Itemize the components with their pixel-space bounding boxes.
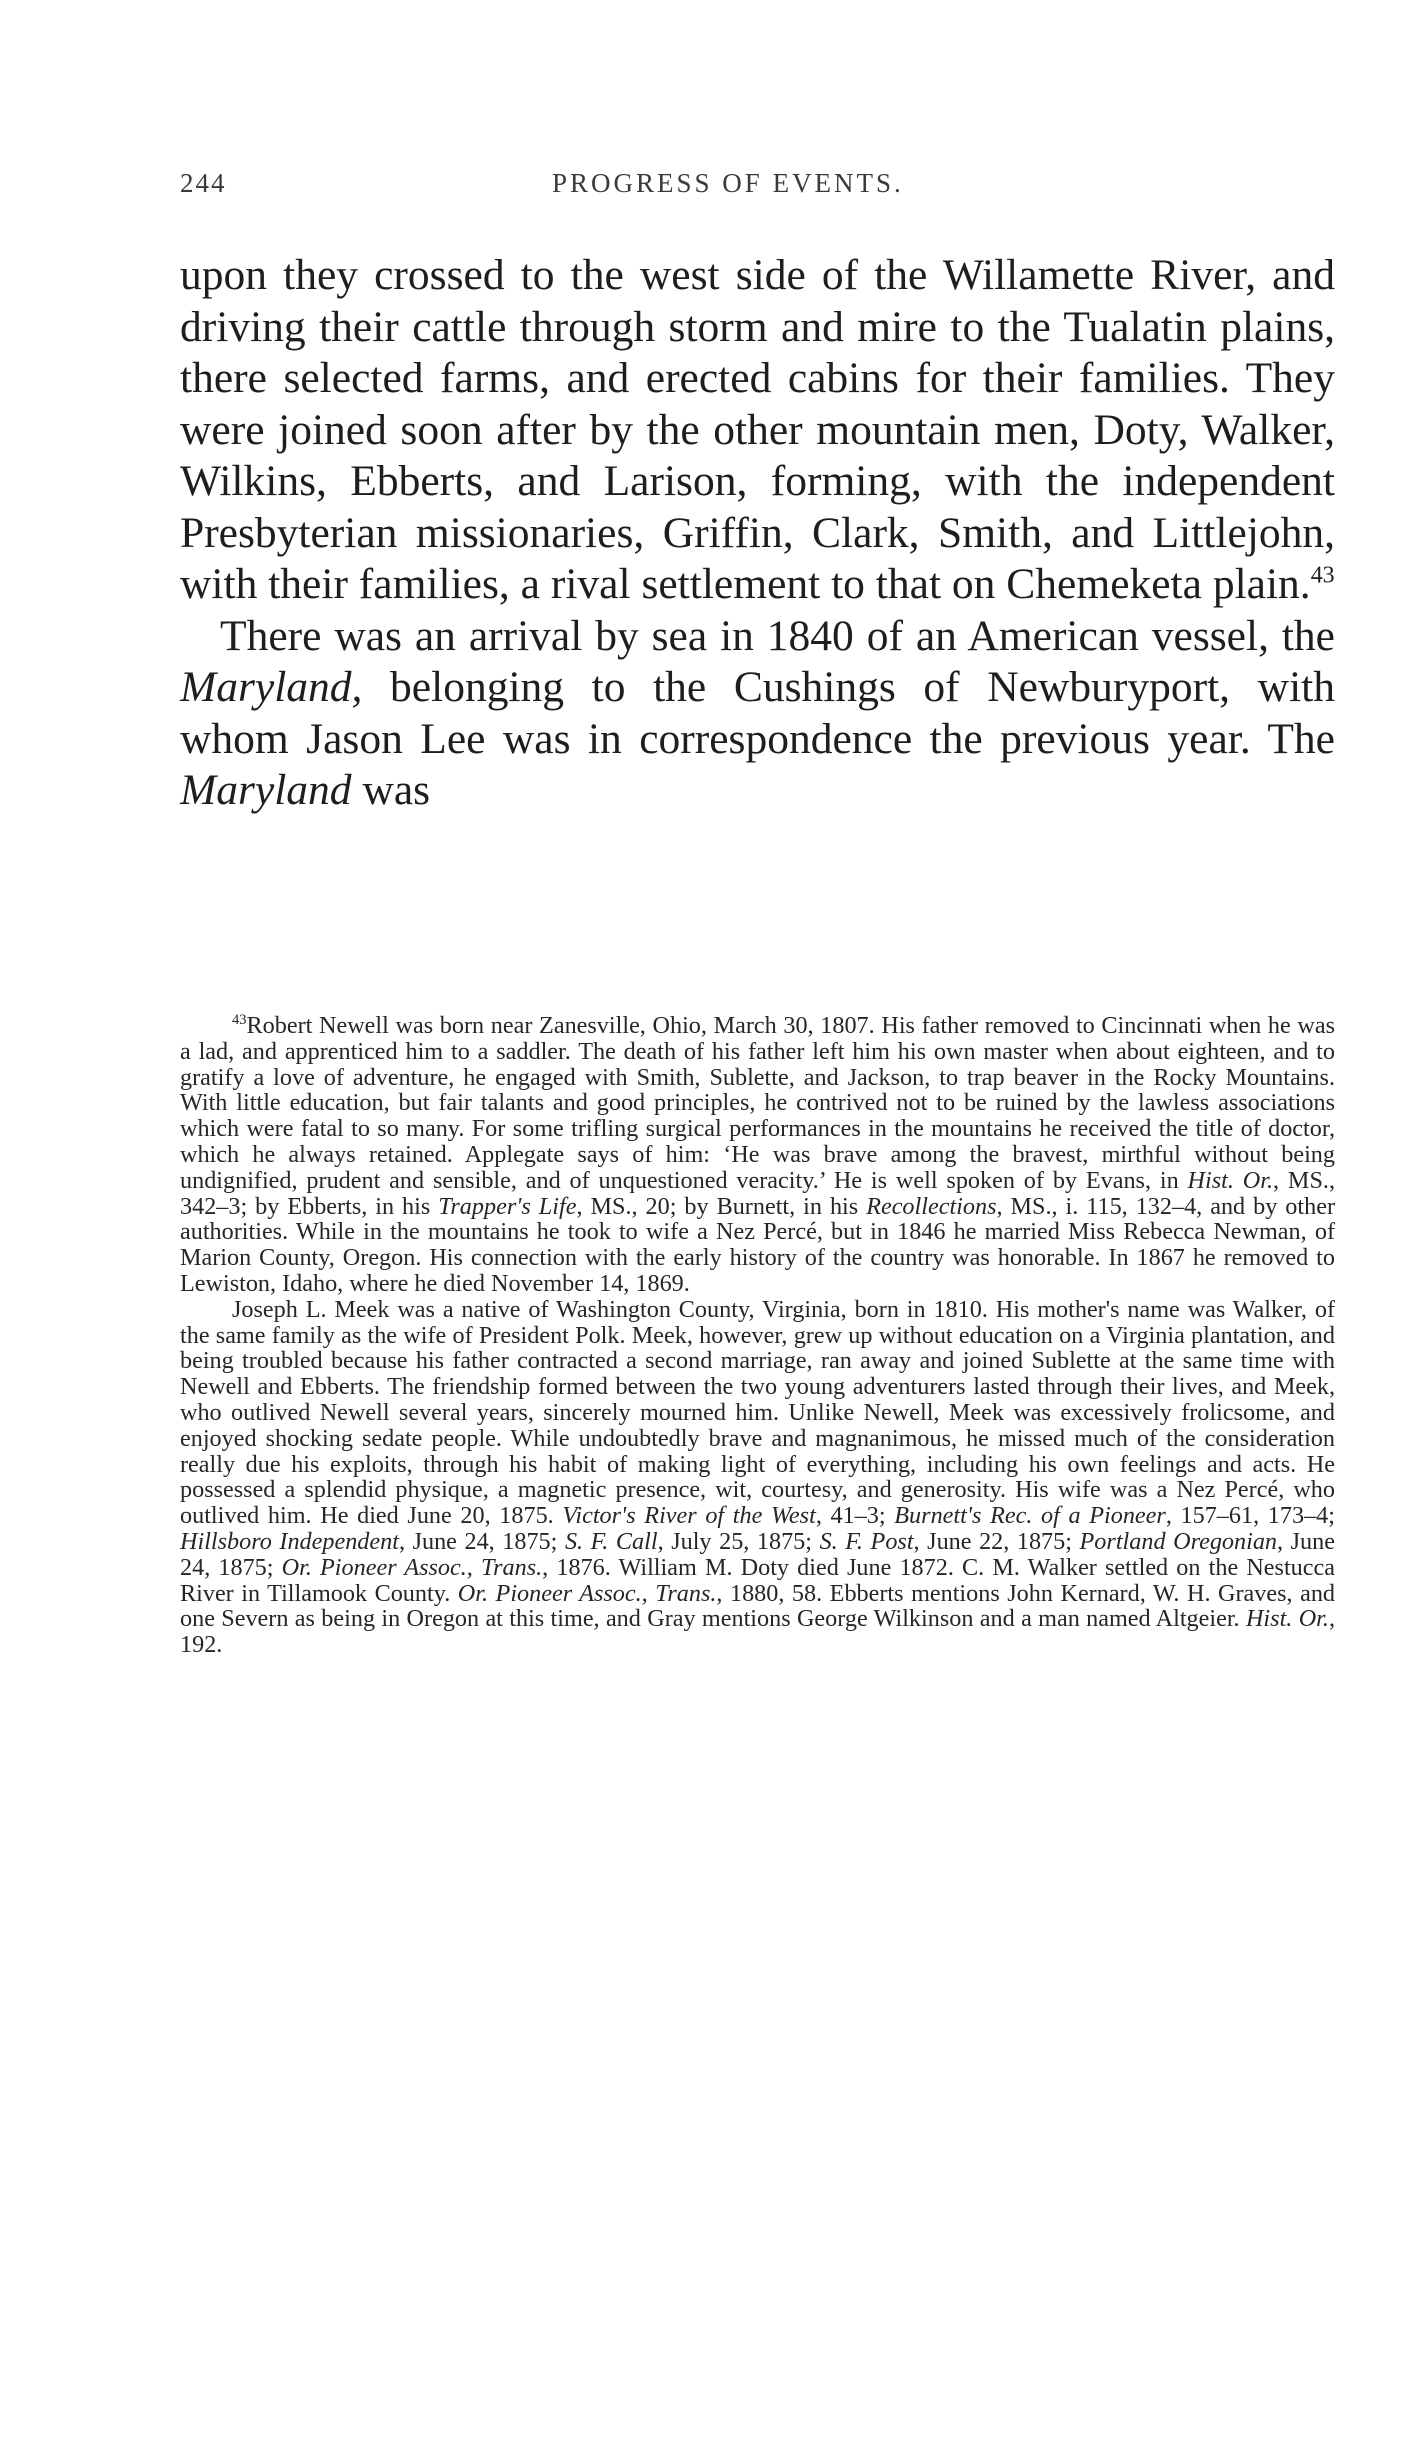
citation: Hillsboro Independent [180,1527,399,1555]
citation: Victor's River of the West [562,1502,816,1530]
ship-name: Maryland, [180,663,363,711]
citation: Hist. Or. [1187,1166,1274,1194]
footnote-43-para-1: $^{43}$Robert Newell was born near Zanesville, Ohio, March 30, 1807. His father removed to Cincinnati when he was a lad, and apprenticed him to a saddler. The death of his father left him his own master when about eighteen, and to gratify a love of adventure, he engaged with Smith, Sublette, and Jackson, to trap beaver in the Rocky Mountains. With little education, but fair talants and good principles, he contrived not to be ruined by the lawless associations which were fatal to so many. For some trifling surgical performances in the mountains he received the title of doctor, which he always retained. Applegate says of him: ‘He was brave among the bravest, mirthful without being undignified, prudent and sensible, and of unquestioned veracity.’ He is well spoken of by Evans, in Hist. Or., MS., 342–3; by Ebberts, in his Trapper's Life, MS., 20; by Burnett, in his Recollections, MS., i. 115, 132–4, and by other authorities. While in the mountains he took to wife a Nez Percé, but in 1846 he married Miss Rebecca Newman, of Marion County, Oregon. His connection with the early history of the country was honorable. In 1867 he removed to Lewiston, Idaho, where he died November 14, 1869. [180,1011,1335,1297]
footnote-43-para-2: Joseph L. Meek was a native of Washington County, Virginia, born in 1810. His mother's name was Walker, of the same family as the wife of President Polk. Meek, however, grew up without education on a Virginia plantation, and being troubled because his father contracted a second marriage, ran away and joined Sublette at the same time with Newell and Ebberts. The friendship formed between the two young adventurers lasted through their lives, and Meek, who outlived Newell several years, sincerely mourned him. Unlike Newell, Meek was excessively frolicsome, and enjoyed shocking sedate people. While undoubtedly brave and magnanimous, he missed much of the consideration really due his exploits, through his habit of making light of everything, including his own feelings and acts. He possessed a splendid physique, a magnetic presence, wit, courtesy, and generosity. His wife was a Nez Percé, who outlived him. He died June 20, 1875. Victor's River of the West, 41–3; Burnett's Rec. of a Pioneer, 157–61, 173–4; Hillsboro Independent, June 24, 1875; S. F. Call, July 25, 1875; S. F. Post, June 22, 1875; Portland Oregonian, June 24, 1875; Or. Pioneer Assoc., Trans., 1876. William M. Doty died June 1872. C. M. Walker settled on the Nestucca River in Tillamook County. Or. Pioneer Assoc., Trans., 1880, 58. Ebberts mentions John Kernard, W. H. Graves, and one Severn as being in Oregon at this time, and Gray mentions George Wilkinson and a man named Altgeier. Hist. Or., 192. [180,1295,1336,1659]
footnotes [180,1013,1335,1658]
footnote-marker-43: 43 [232,1011,247,1028]
paragraph-2: There was an arrival by sea in 1840 of an American vessel, the Maryland, belonging to the Cushings of Newburyport, with whom Jason Lee was in correspondence the previous year. The Maryland was [180,611,1335,814]
citation: Or. Pioneer Assoc., Trans. [457,1579,717,1607]
citation: S. F. Call [564,1527,658,1555]
page-number: 244 [180,168,227,198]
paragraph-1 [180,250,1335,611]
paragraph-1-text: upon they crossed to the west side of the Willamette River, and driving their cattle through storm and mire to the Tualatin plains, there selected farms, and erected cabins for their families. They were joined soon after by the other mountain men, Doty, Walker, Wilkins, Ebberts, and Larison, forming, with the independent Presbyterian missionaries, Griffin, Clark, Smith, and Littlejohn, with their families, a rival settlement to that on Chemeketa plain. [180,251,1335,608]
running-head [180,168,1335,208]
citation: Or. Pioneer Assoc., Trans. [281,1553,543,1581]
citation: Hist. Or. [1245,1605,1329,1633]
citation: S. F. Post [819,1527,914,1555]
running-title: PROGRESS OF EVENTS. [552,168,904,198]
citation: Portland Oregonian [1079,1527,1278,1555]
main-text [180,250,1335,817]
citation: Trapper's Life [438,1192,577,1220]
citation: Recollections [866,1192,997,1220]
ship-name: Maryland [180,766,352,814]
footnote-ref-43[interactable]: 43 [1310,562,1335,589]
citation: Burnett's Rec. of a Pioneer [894,1502,1166,1530]
